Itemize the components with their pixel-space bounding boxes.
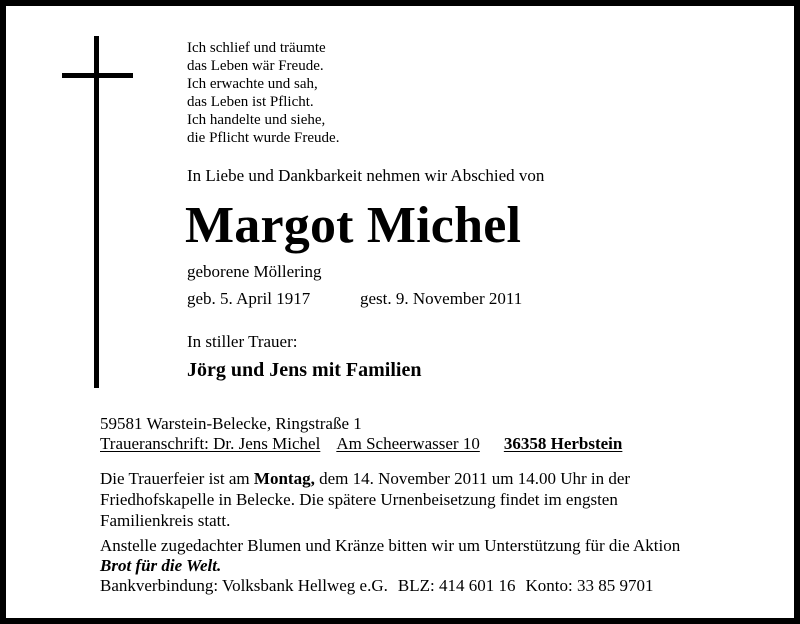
- birth-date: geb. 5. April 1917: [187, 289, 311, 308]
- poem-line: Ich schlief und träumte: [187, 40, 326, 56]
- condolence-street: Am Scheerwasser 10: [336, 434, 480, 453]
- funeral-line-suffix: dem 14. November 2011 um 14.00 Uhr in der: [314, 469, 631, 488]
- poem-line: die Pflicht wurde Freude.: [187, 130, 340, 146]
- condolence-city: 36358 Herbstein: [503, 434, 623, 453]
- bank-details: [100, 576, 680, 596]
- funeral-info: [100, 468, 750, 531]
- funeral-line: Friedhofskapelle in Belecke. Die spätere Urnenbeisetzung findet im engsten: [100, 490, 618, 509]
- condolence-address: [100, 434, 622, 454]
- cross-icon-bar: [62, 73, 133, 78]
- funeral-line-prefix: Die Trauerfeier ist am: [100, 469, 254, 488]
- poem-line: Ich erwachte und sah,: [187, 76, 318, 92]
- bank-account: Konto: 33 85 9701: [525, 576, 654, 595]
- maiden-name: geborene Möllering: [187, 262, 322, 281]
- poem-line: das Leben wär Freude.: [187, 58, 324, 74]
- family-address: 59581 Warstein-Belecke, Ringstraße 1: [100, 414, 362, 433]
- cross-icon: [94, 36, 99, 388]
- poem-line: das Leben ist Pflicht.: [187, 94, 314, 110]
- condolence-label: Traueranschrift: Dr. Jens Michel: [100, 434, 321, 453]
- funeral-day: Montag,: [253, 469, 315, 488]
- poem-line: Ich handelte und siehe,: [187, 112, 326, 128]
- death-date: gest. 9. November 2011: [360, 289, 523, 308]
- poem: [187, 39, 339, 147]
- bank-blz: BLZ: 414 601 16: [397, 576, 516, 595]
- donation-campaign: Brot für die Welt.: [100, 556, 222, 575]
- donation-line: Anstelle zugedachter Blumen und Kränze bitten wir um Unterstützung für die Aktion: [100, 536, 681, 555]
- bank-label: Bankverbindung: Volksbank Hellweg e.G.: [100, 576, 388, 595]
- deceased-name: Margot Michel: [185, 197, 522, 254]
- funeral-line: Familienkreis statt.: [100, 511, 231, 530]
- funeral-line: [100, 468, 750, 489]
- mourners-label: In stiller Trauer:: [187, 332, 298, 351]
- intro-text: In Liebe und Dankbarkeit nehmen wir Abschied von: [187, 166, 545, 185]
- donation-info: [100, 536, 680, 596]
- mourners-names: Jörg und Jens mit Familien: [187, 359, 422, 381]
